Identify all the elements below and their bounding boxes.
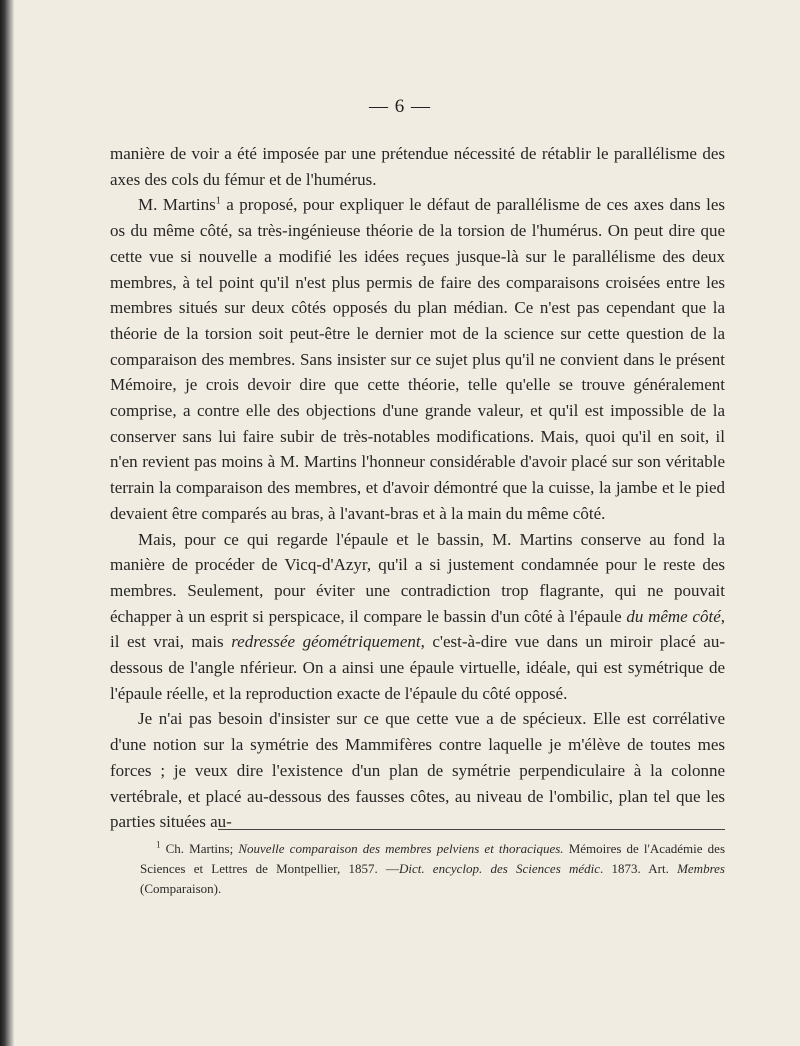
footnote-divider xyxy=(218,829,725,830)
emphasis-same-side: du même côté xyxy=(626,606,721,626)
page-number: — 6 — xyxy=(369,96,431,117)
footnote-reference: 1 xyxy=(215,195,221,207)
paragraph-2 xyxy=(110,192,725,526)
footnote-year: . 1873. Art. xyxy=(600,861,669,876)
paragraph-2-text: a proposé, pour expliquer le défaut de parallélisme de ces axes dans les os du même côté, sa très-ingénieuse théorie de la torsion de l'humérus. On peut dire que cette vue si nouvelle a modifié les idées reçues jusque-là sur le parallélisme des deux membres, à tel point qu'il n'est plus permis de faire des comparaisons croisées entre les membres situés sur deux côtés opposés du plan médian. Ce n'est pas cependant que la théorie de la torsion soit peut-être le dernier mot de la science sur cette question de la comparaison des membres. Sans insister sur ce sujet plus qu'il ne convient dans le présent Mémoire, je crois devoir dire que cette théorie, telle qu'elle se trouve généralement comprise, a contre elle des objections d'une grande valeur, et qu'il est impossible de la conserver sans lui faire subir de très-notables modifications. Mais, quoi qu'il en soit, il n'en revient pas moins à M. Martins l'honneur considérable d'avoir placé sur son véritable terrain la comparaison des membres, et d'avoir démontré que la cuisse, la jambe et le pied devaient être comparés au bras, à l'avant-bras et à la main du même côté. xyxy=(110,195,726,523)
footnote-end: (Comparaison). xyxy=(140,881,222,896)
footnote-author: Ch. Martins; xyxy=(165,841,234,856)
paragraph-3-tail: , c'est-à-dire vue dans un miroir placé au-dessous de l'angle nférieur. On a ainsi une épaule virtuelle, idéale, qui est symétrique de l'épaule réelle, et la reproduction exacte de l'épaule du côté opposé. xyxy=(110,632,726,703)
footnote-dict-title: Dict. encyclop. des Sciences médic xyxy=(398,861,601,876)
footnote-article: Membres xyxy=(677,861,725,876)
emphasis-geometric: redressée géométriquement xyxy=(231,632,421,652)
paragraph-4: Je n'ai pas besoin d'insister sur ce que cette vue a de spécieux. Elle est corrélative d'une notion sur la symétrie des Mammifères contre laquelle je m'élève de toutes mes forces ; je veux dire l'existence d'un plan de symétrie perpendiculaire à la colonne vertébrale, et placé au-dessous des fausses côtes, au niveau de l'ombilic, plan tel que les parties situées au- xyxy=(110,709,725,832)
paragraph-3-text: Mais, pour ce qui regarde l'épaule et le bassin, M. Martins conserve au fond la manière de procéder de Vicq-d'Azyr, qu'il a si justement condamnée pour le reste des membres. Seulement, pour éviter une contradiction trop flagrante, qui ne pouvait échapper à un esprit si perspicace, il compare le bassin d'un côté à l'épaule xyxy=(110,529,725,626)
paragraph-3-mid: , il est vrai, mais xyxy=(110,606,725,652)
paragraph-3 xyxy=(110,527,725,707)
binding-edge xyxy=(0,0,14,1046)
footnote-source: Mémoires de l'Académie des Sciences et Lettres de Montpellier, 1857. — xyxy=(140,841,726,876)
footnote-mark: 1 xyxy=(156,839,161,850)
paragraph-1: manière de voir a été imposée par une prétendue nécessité de rétablir le parallélisme des axes des cols du fémur et de l'humérus. xyxy=(110,144,725,189)
body-text xyxy=(110,141,725,835)
footnote xyxy=(140,839,725,899)
footnote-title: Nouvelle comparaison des membres pelviens et thoraciques. xyxy=(238,841,564,856)
author-name: M. Martins xyxy=(138,195,216,215)
